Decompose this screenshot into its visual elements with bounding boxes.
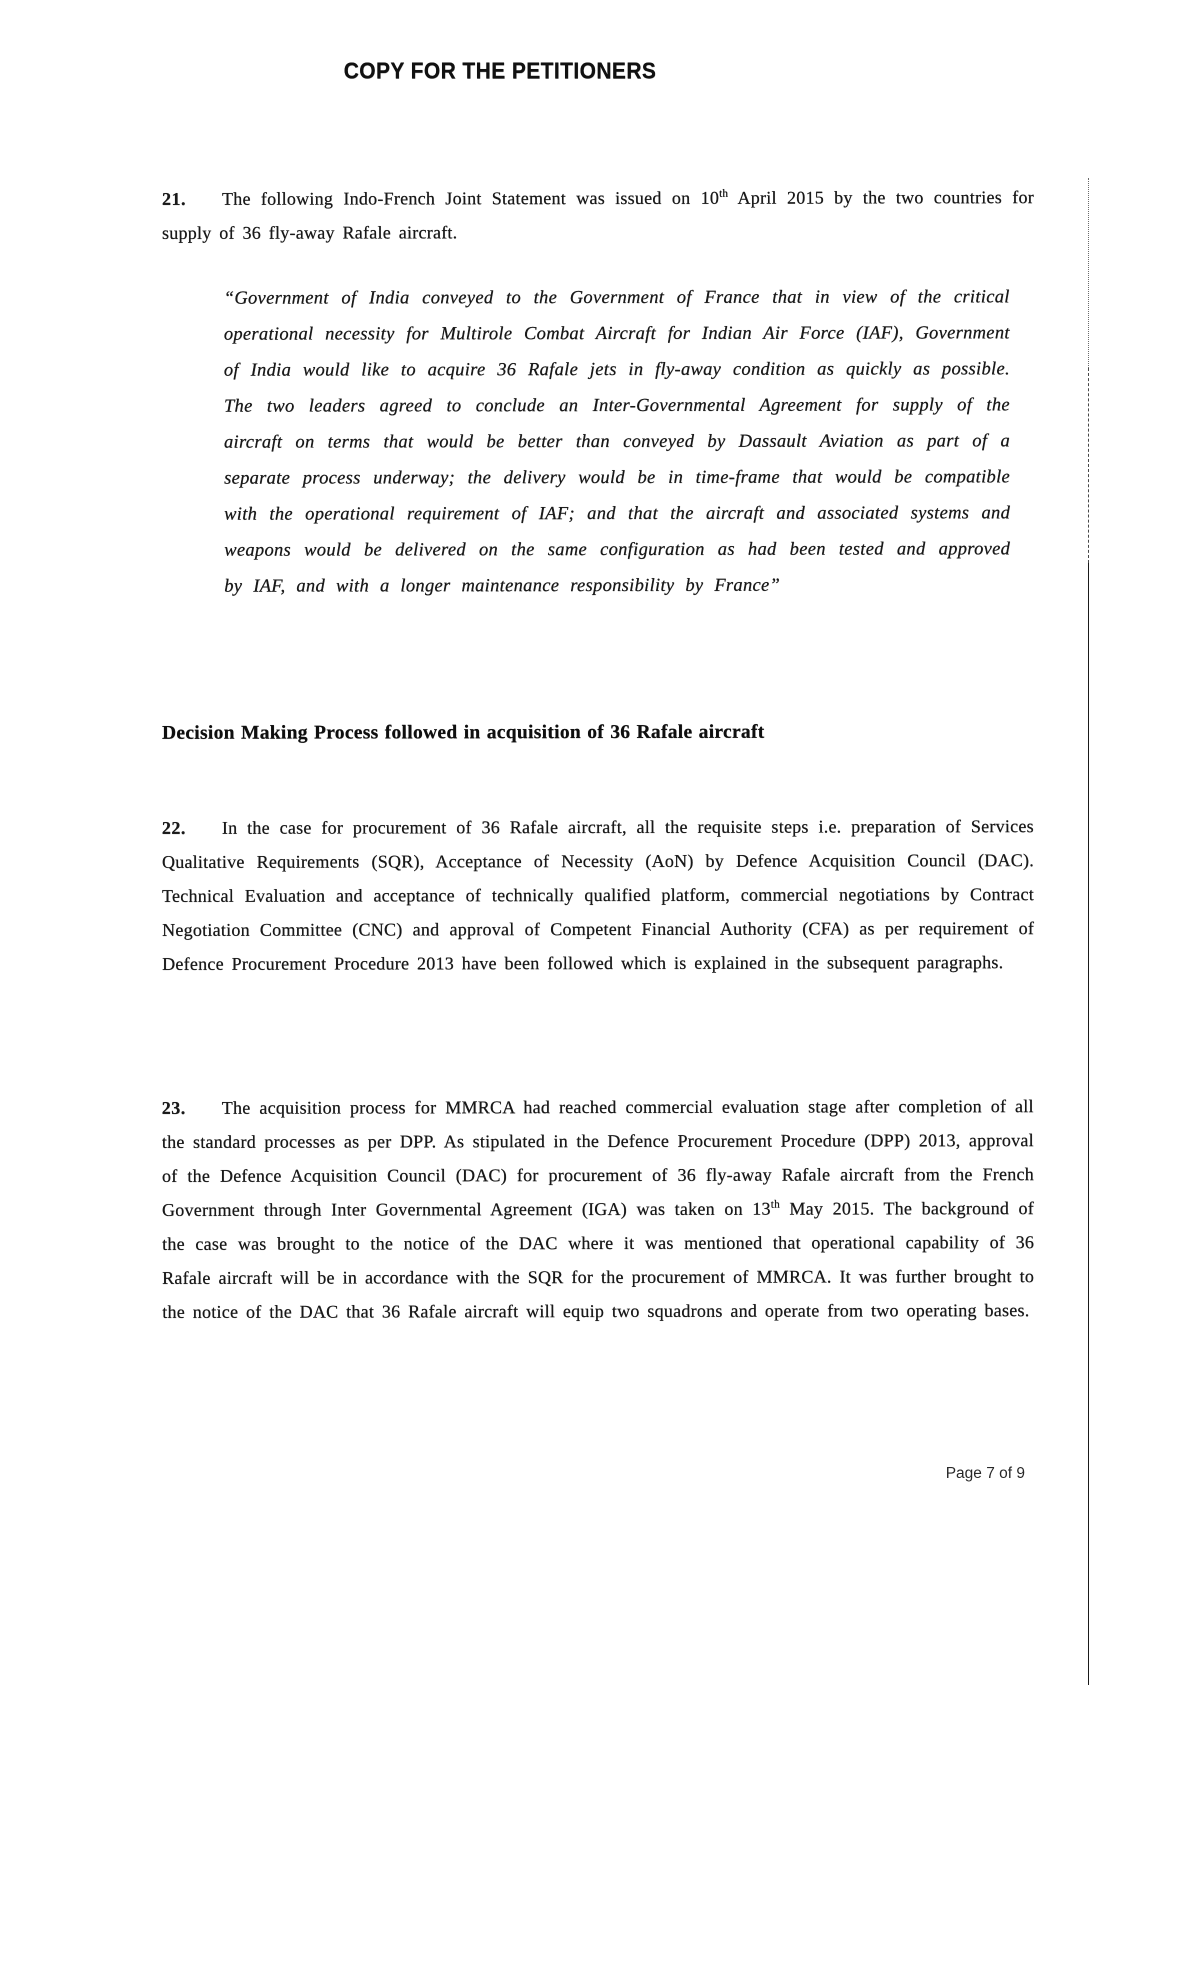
paragraph-23-number: 23. xyxy=(161,1097,186,1118)
section-heading: Decision Making Process followed in acquisition of 36 Rafale aircraft xyxy=(161,721,765,744)
paragraph-21 xyxy=(162,180,1034,250)
page-number-footer: Page 7 of 9 xyxy=(945,1465,1025,1482)
paragraph-21-text: The following Indo-French Joint Statement was issued on 10 xyxy=(221,187,720,209)
paragraph-23-text: The acquisition process for MMRCA had reached commercial evaluation stage after completion of all the standard processes as per DPP. As stipulated in the Defence Procurement Procedure (DPP) 2013, approval of the Defence Acquisition Council (DAC) for procurement of 36 fly-away Rafale aircraft from the French Government through Inter Governmental Agreement (IGA) was taken on 13 xyxy=(161,1096,1034,1220)
scan-binding-line-solid-segment xyxy=(1088,563,1089,1685)
paragraph-22 xyxy=(162,809,1034,981)
scan-binding-line-dashed-segment xyxy=(1088,368,1089,563)
copy-for-petitioners-header: COPY FOR THE PETITIONERS xyxy=(343,59,657,84)
paragraph-21-ordinal-superscript: th xyxy=(719,187,729,200)
joint-statement-quote: “Government of India conveyed to the Government of France that in view of the critical operational necessity for Multirole Combat Aircraft for Indian Air Force (IAF), Government of India would like to acquire 36 Rafale jets in fly-away condition as quickly as possible. The two leaders agreed to conclude an Inter-Governmental Agreement for supply of the aircraft on terms that would be better than conveyed by Dassault Aviation as part of a separate process underway; the delivery would be in time-frame that would be compatible with the operational requirement of IAF; and that the aircraft and associated systems and weapons would be delivered on the same configuration as had been tested and approved by IAF, and with a longer maintenance responsibility by France” xyxy=(223,287,1011,597)
paragraph-23-text-continued: May 2015. The background of the case was brought to the notice of the DAC where it was mentioned that operational capability of 36 Rafale aircraft will be in accordance with the SQR for the procurement of MMRCA. It was further brought to the notice of the DAC that 36 Rafale aircraft will equip two squadrons and operate from two operating bases. xyxy=(162,1198,1035,1322)
paragraph-23-ordinal-superscript: th xyxy=(770,1198,780,1211)
scan-binding-line-dotted-segment xyxy=(1088,178,1089,368)
paragraph-22-text: In the case for procurement of 36 Rafale aircraft, all the requisite steps i.e. preparation of Services Qualitative Requirements (SQR), Acceptance of Necessity (AoN) by Defence Acquisition Council (DAC). Technical Evaluation and acceptance of technically qualified platform, commercial negotiations by Contract Negotiation Committee (CNC) and approval of Competent Financial Authority (CFA) as per requirement of Defence Procurement Procedure 2013 have been followed which is explained in the subsequent paragraphs. xyxy=(161,816,1035,974)
paragraph-22-number: 22. xyxy=(161,817,186,838)
paragraph-21-text-continued: April 2015 by the two countries for supply of 36 fly-away Rafale aircraft. xyxy=(162,187,1034,243)
paragraph-23 xyxy=(162,1089,1034,1329)
paragraph-21-number: 21. xyxy=(161,188,186,209)
